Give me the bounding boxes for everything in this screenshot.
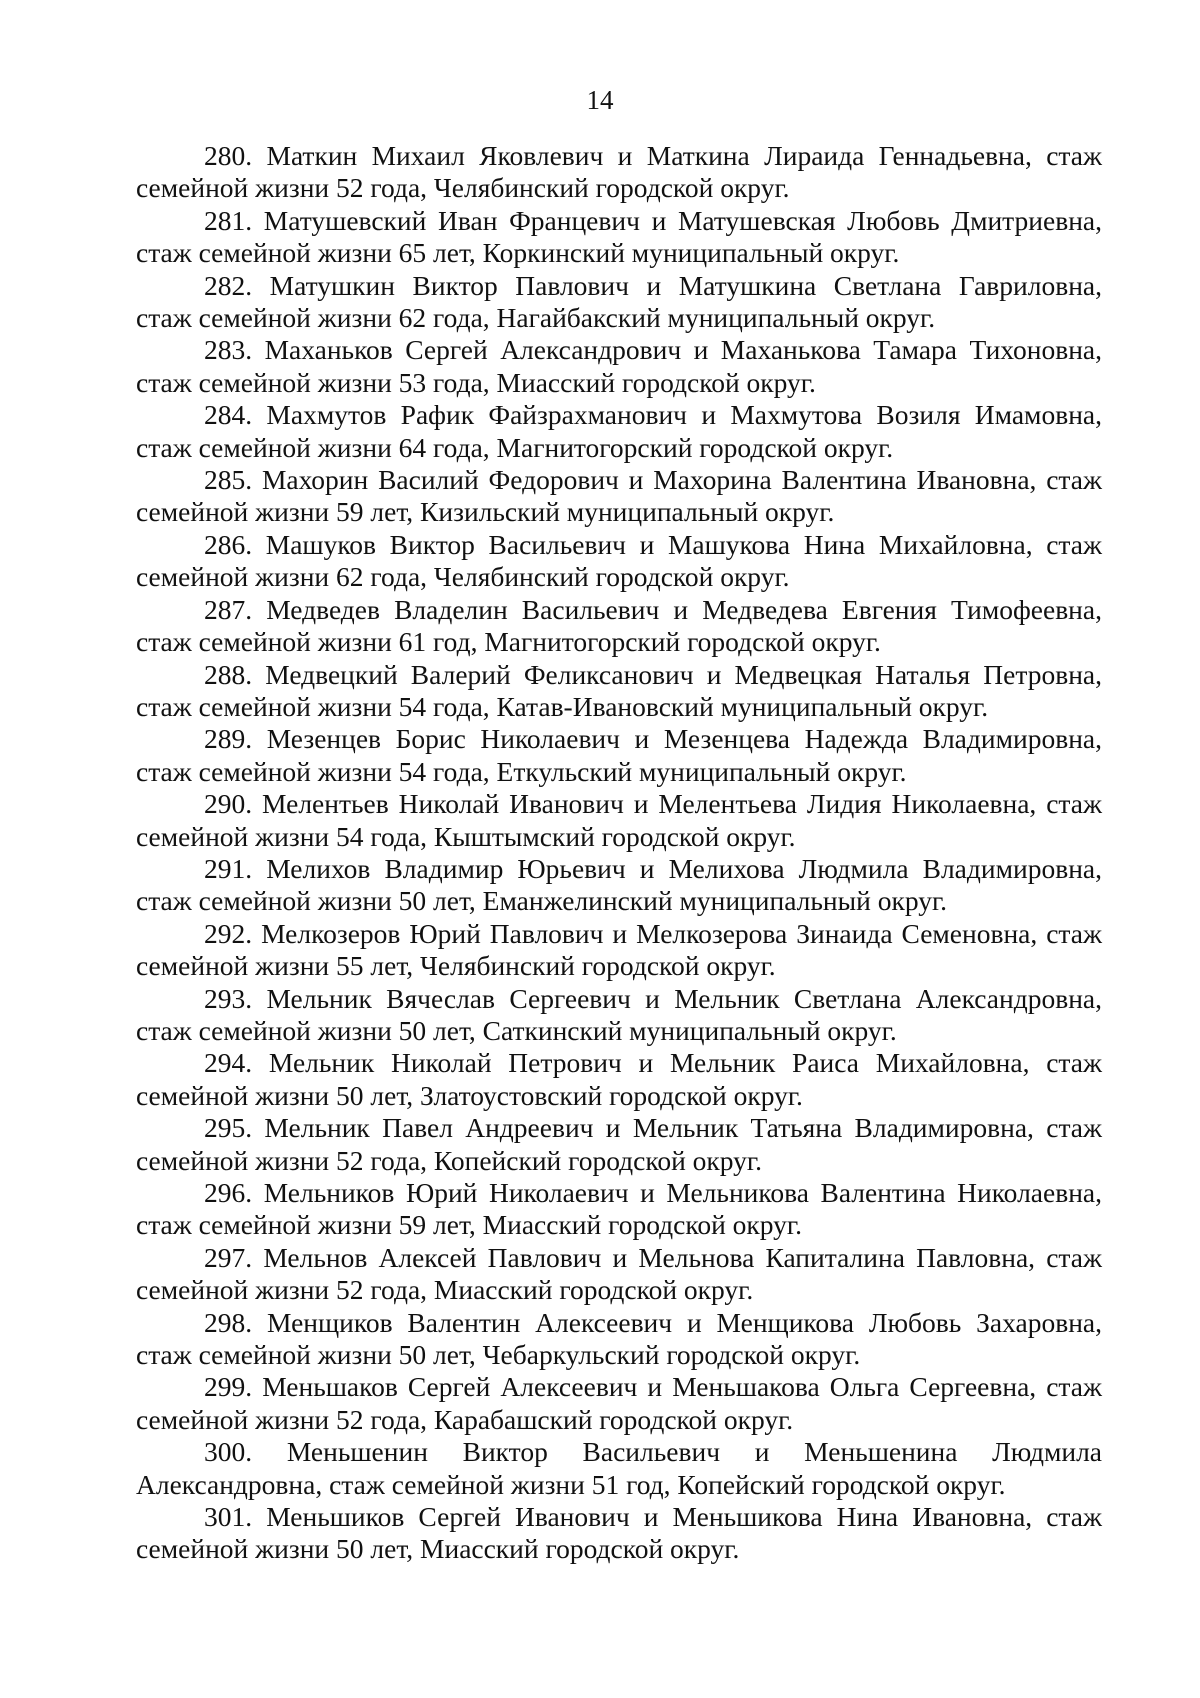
- entry-line-1: 301. Меньшиков Сергей Иванович и Меньшикова Нина Ивановна, стаж: [204, 1501, 1102, 1533]
- entry-line-1: 294. Мельник Николай Петрович и Мельник Раиса Михайловна, стаж: [204, 1047, 1102, 1079]
- list-item: [136, 205, 1102, 270]
- entry-line-2: семейной жизни 50 лет, Миасский городской округ.: [136, 1533, 740, 1565]
- entry-line-2: семейной жизни 52 года, Копейский городской округ.: [136, 1144, 762, 1176]
- entry-line-2: семейной жизни 52 года, Челябинский городской округ.: [136, 172, 790, 204]
- entry-line-1: 295. Мельник Павел Андреевич и Мельник Татьяна Владимировна, стаж: [204, 1112, 1102, 1144]
- entry-line-2: стаж семейной жизни 54 года, Катав-Ивановский муниципальный округ.: [136, 690, 989, 722]
- entry-line-1: 288. Медвецкий Валерий Феликсанович и Медвецкая Наталья Петровна,: [204, 658, 1102, 690]
- entry-line-2: стаж семейной жизни 53 года, Миасский городской округ.: [136, 366, 816, 398]
- entry-line-2: семейной жизни 55 лет, Челябинский городской округ.: [136, 950, 776, 982]
- entry-line-2: семейной жизни 52 года, Миасский городской округ.: [136, 1274, 754, 1306]
- entry-line-2: стаж семейной жизни 59 лет, Миасский городской округ.: [136, 1209, 802, 1241]
- entry-line-1: 280. Маткин Михаил Яковлевич и Маткина Лираида Геннадьевна, стаж: [204, 140, 1102, 171]
- entry-line-2: семейной жизни 54 года, Кыштымский городской округ.: [136, 820, 796, 852]
- list-item: [136, 270, 1102, 335]
- entry-line-2: стаж семейной жизни 50 лет, Еманжелинский муниципальный округ.: [136, 885, 948, 917]
- entry-line-1: 282. Матушкин Виктор Павлович и Матушкина Светлана Гавриловна,: [204, 269, 1102, 301]
- entry-line-1: 287. Медведев Владелин Васильевич и Медведева Евгения Тимофеевна,: [204, 593, 1102, 625]
- entry-line-2: семейной жизни 62 года, Челябинский городской округ.: [136, 561, 790, 593]
- list-item: [136, 659, 1102, 724]
- entry-list: [136, 140, 1102, 1566]
- list-item: [136, 853, 1102, 918]
- entry-line-2: стаж семейной жизни 50 лет, Саткинский муниципальный округ.: [136, 1014, 897, 1046]
- entry-line-1: 285. Махорин Василий Федорович и Махорина Валентина Ивановна, стаж: [204, 464, 1102, 496]
- list-item: [136, 1371, 1102, 1436]
- entry-line-2: стаж семейной жизни 65 лет, Коркинский муниципальный округ.: [136, 237, 900, 269]
- list-item: [136, 594, 1102, 659]
- entry-line-1: 289. Мезенцев Борис Николаевич и Мезенцева Надежда Владимировна,: [204, 723, 1102, 755]
- list-item: [136, 788, 1102, 853]
- entry-line-1: 286. Машуков Виктор Васильевич и Машукова Нина Михайловна, стаж: [204, 528, 1102, 560]
- entry-line-2: семейной жизни 52 года, Карабашский городской округ.: [136, 1403, 794, 1435]
- list-item: [136, 464, 1102, 529]
- entry-line-1: 290. Мелентьев Николай Иванович и Мелентьева Лидия Николаевна, стаж: [204, 788, 1102, 820]
- entry-line-1: 297. Мельнов Алексей Павлович и Мельнова Капиталина Павловна, стаж: [204, 1241, 1102, 1273]
- entry-line-1: 299. Меньшаков Сергей Алексеевич и Меньшакова Ольга Сергеевна, стаж: [204, 1371, 1102, 1403]
- list-item: [136, 1177, 1102, 1242]
- entry-line-2: стаж семейной жизни 64 года, Магнитогорский городской округ.: [136, 431, 894, 463]
- list-item: [136, 723, 1102, 788]
- entry-line-2: стаж семейной жизни 61 год, Магнитогорский городской округ.: [136, 626, 881, 658]
- entry-line-2: стаж семейной жизни 62 года, Нагайбакский муниципальный округ.: [136, 302, 936, 334]
- entry-line-1: 284. Махмутов Рафик Файзрахманович и Махмутова Возиля Имамовна,: [204, 399, 1102, 431]
- entry-line-1: 296. Мельников Юрий Николаевич и Мельникова Валентина Николаевна,: [204, 1177, 1102, 1208]
- list-item: [136, 1112, 1102, 1177]
- page-number: 14: [586, 85, 614, 115]
- entry-line-1: 300. Меньшенин Виктор Васильевич и Меньшенина Людмила: [204, 1436, 1102, 1468]
- entry-line-2: стаж семейной жизни 54 года, Еткульский муниципальный округ.: [136, 755, 907, 787]
- entry-line-1: 281. Матушевский Иван Францевич и Матушевская Любовь Дмитриевна,: [204, 204, 1102, 236]
- list-item: [136, 140, 1102, 205]
- entry-line-1: 292. Мелкозеров Юрий Павлович и Мелкозерова Зинаида Семеновна, стаж: [204, 917, 1102, 949]
- list-item: [136, 529, 1102, 594]
- list-item: [136, 1307, 1102, 1372]
- entry-line-1: 291. Мелихов Владимир Юрьевич и Мелихова Людмила Владимировна,: [204, 852, 1102, 884]
- entry-line-1: 283. Маханьков Сергей Александрович и Маханькова Тамара Тихоновна,: [204, 334, 1102, 366]
- list-item: [136, 1501, 1102, 1566]
- list-item: [136, 334, 1102, 399]
- entry-line-2: семейной жизни 59 лет, Кизильский муниципальный округ.: [136, 496, 835, 528]
- entry-line-2: стаж семейной жизни 50 лет, Чебаркульский городской округ.: [136, 1339, 861, 1371]
- list-item: [136, 1242, 1102, 1307]
- list-item: [136, 918, 1102, 983]
- list-item: [136, 983, 1102, 1048]
- entry-line-2: Александровна, стаж семейной жизни 51 год, Копейский городской округ.: [136, 1468, 1006, 1500]
- list-item: [136, 399, 1102, 464]
- entry-line-1: 293. Мельник Вячеслав Сергеевич и Мельник Светлана Александровна,: [204, 982, 1102, 1014]
- list-item: [136, 1436, 1102, 1501]
- list-item: [136, 1047, 1102, 1112]
- entry-line-2: семейной жизни 50 лет, Златоустовский городской округ.: [136, 1079, 803, 1111]
- entry-line-1: 298. Менщиков Валентин Алексеевич и Менщикова Любовь Захаровна,: [204, 1306, 1102, 1338]
